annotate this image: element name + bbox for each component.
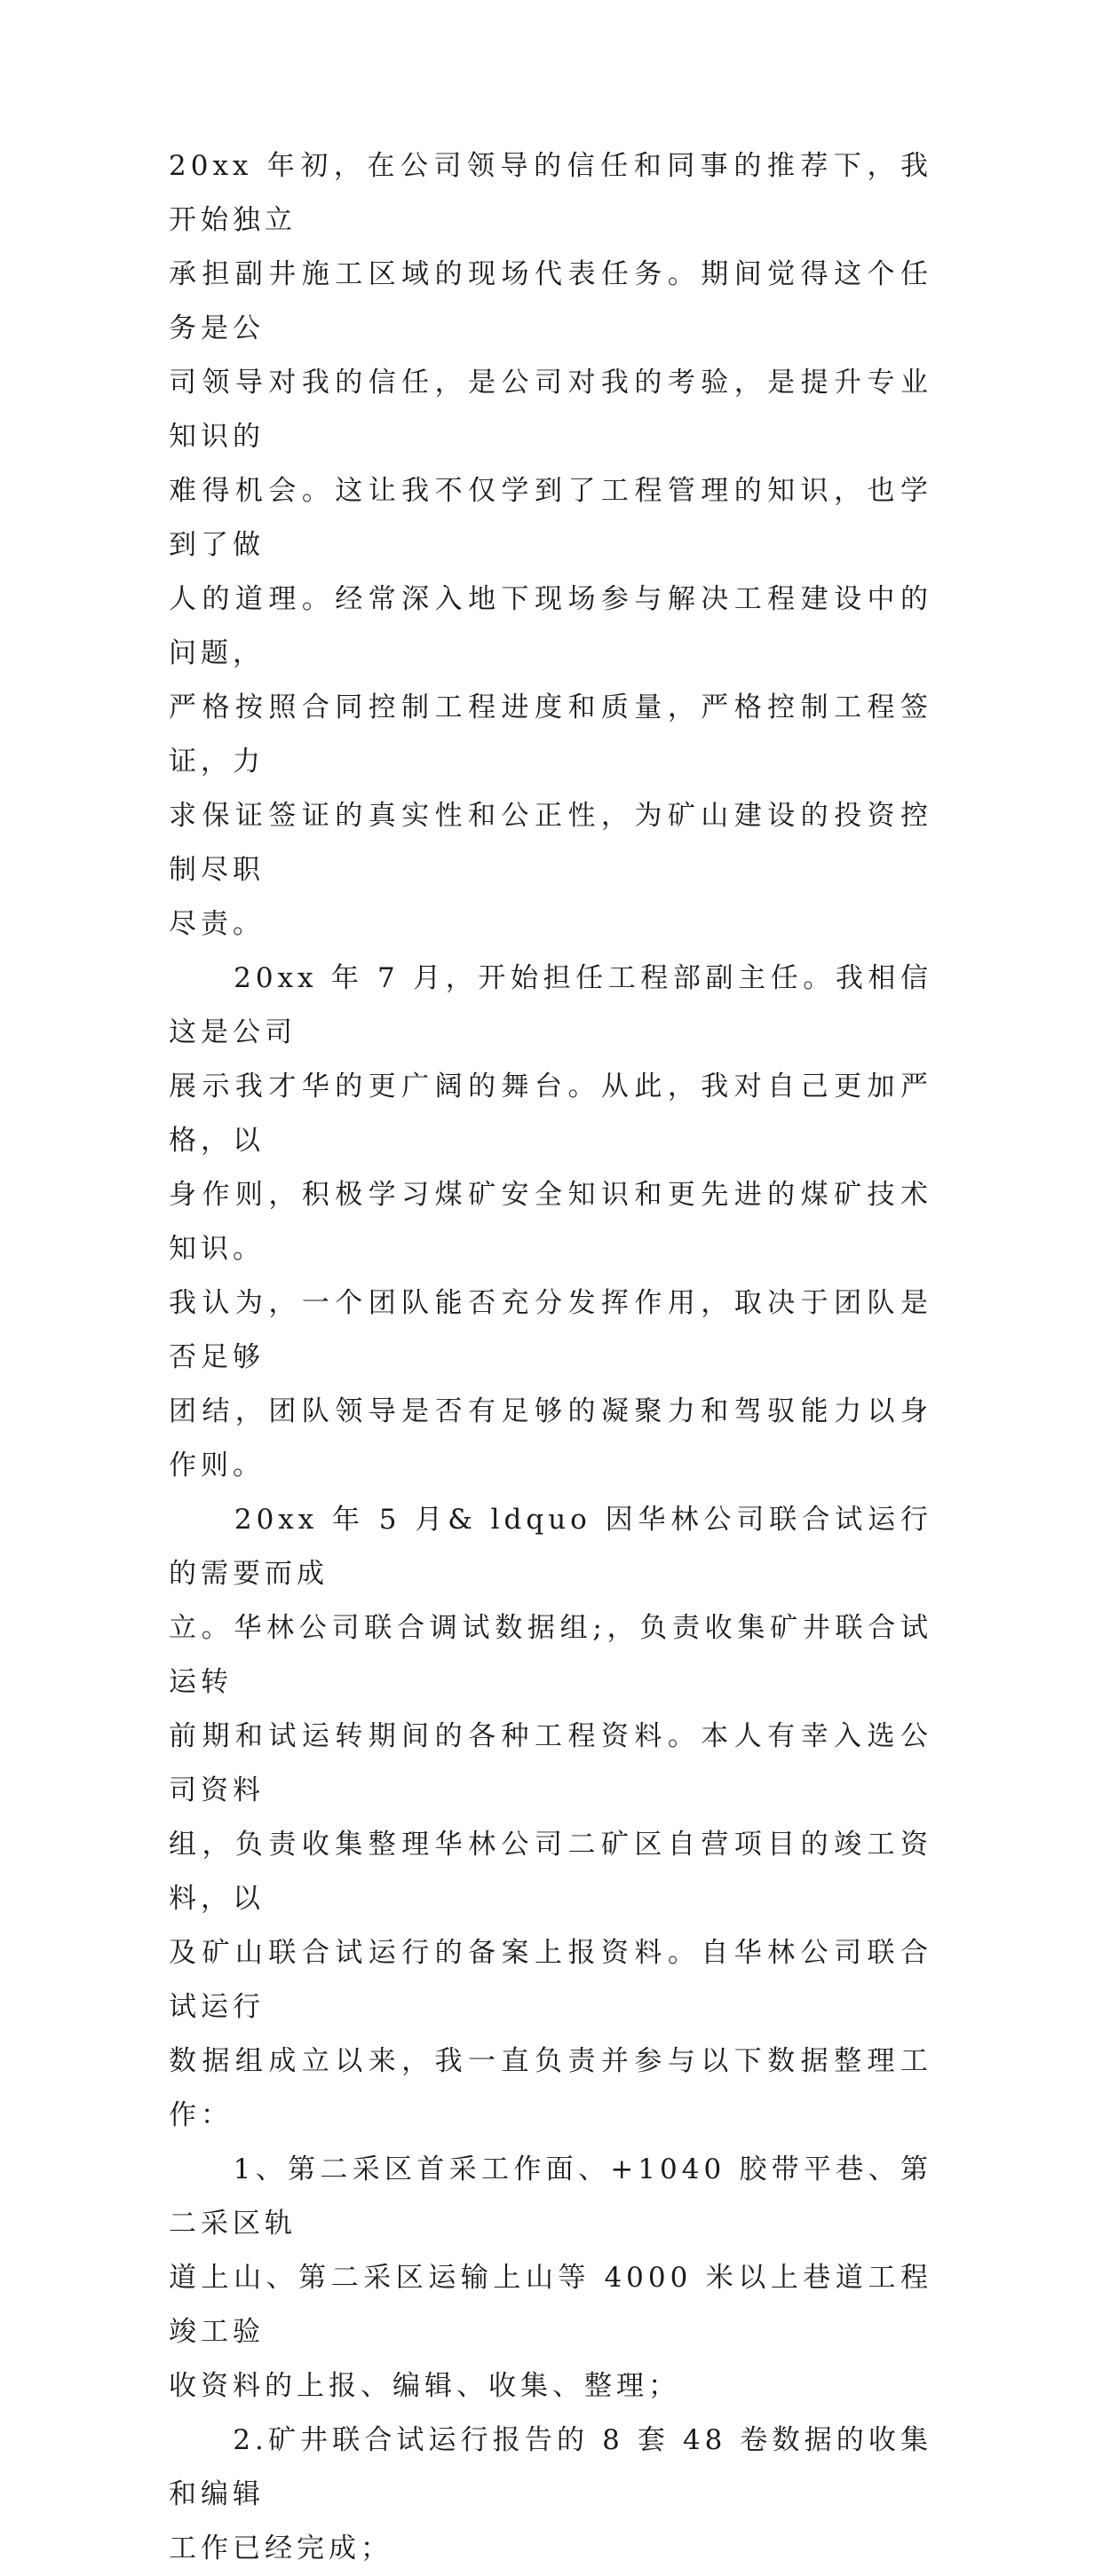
paragraph-4: 1、第二采区首采工作面、+1040 胶带平巷、第二采区轨 道上山、第二采区运输上山等 4000 米以上巷道工程竣工验 收资料的上报、编辑、收集、整理； — [169, 2153, 932, 2402]
paragraph-2: 20xx 年 7 月，开始担任工程部副主任。我相信这是公司 展示我才华的更广阔的舞台。从此，我对自己更加严格，以 身作则，积极学习煤矿安全知识和更先进的煤矿技术知识。 我认为，一个团队能否充分发挥作用，取决于团队是否足够 团结，团队领导是否有足够的凝聚力和驾驭能力以身作则。 — [169, 962, 932, 1482]
document-body — [169, 139, 932, 2576]
paragraph-1: 20xx 年初，在公司领导的信任和同事的推荐下，我开始独立 承担副井施工区域的现场代表任务。期间觉得这个任务是公 司领导对我的信任，是公司对我的考验，是提升专业知识的 难得机会。这让我不仅学到了工程管理的知识，也学到了做 人的道理。经常深入地下现场参与解决工程建设中的问题， 严格按照合同控制工程进度和质量，严格控制工程签证，力 求保证签证的真实性和公正性，为矿山建设的投资控制尽职 尽责。 — [169, 150, 932, 940]
paragraph-5: 2.矿井联合试运行报告的 8 套 48 卷数据的收集和编辑 工作已经完成； — [169, 2424, 932, 2564]
paragraph-3: 20xx 年 5 月& ldquo 因华林公司联合试运行的需要而成 立。华林公司联合调试数据组;，负责收集矿井联合试运转 前期和试运转期间的各种工程资料。本人有幸入选公司资料 组，负责收集整理华林公司二矿区自营项目的竣工资料，以 及矿山联合试运行的备案上报资料。自华林公司联合试运行 数据组成立以来，我一直负责并参与以下数据整理工作： — [169, 1504, 932, 2131]
